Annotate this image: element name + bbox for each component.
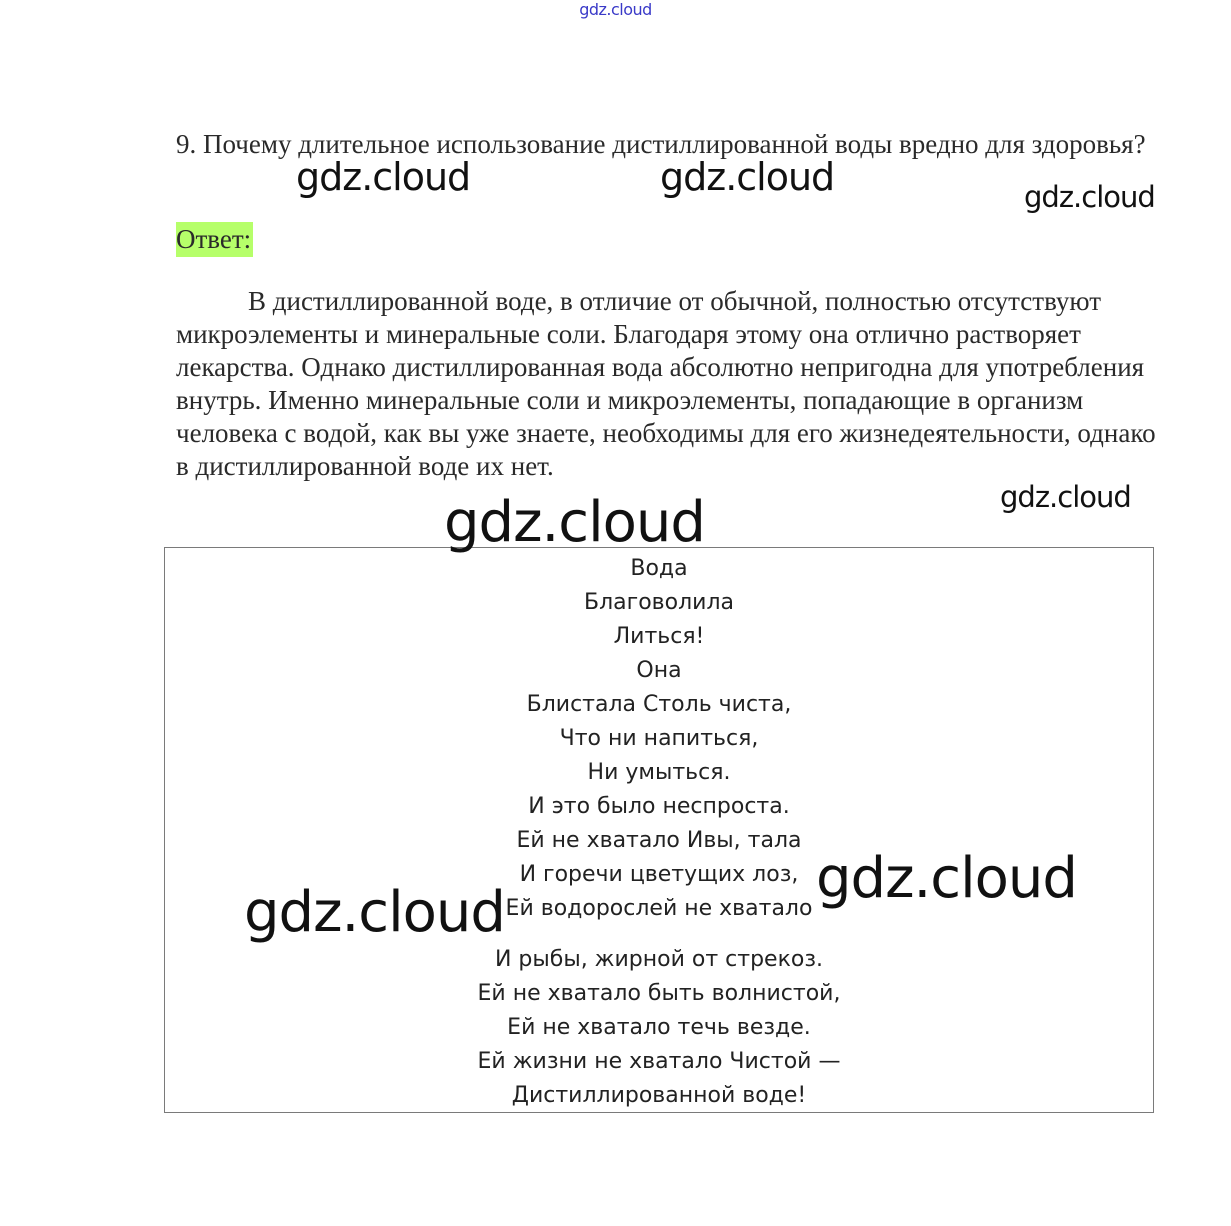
poem-line: Она [636,658,682,683]
poem-line: Блистала Столь чиста, [526,692,792,717]
watermark: gdz.cloud [244,880,505,945]
answer-label: Ответ: [176,222,253,257]
poem-line: Ей не хватало течь везде. [507,1015,811,1040]
watermark: gdz.cloud [660,155,835,199]
poem-line: Ей не хватало быть волнистой, [477,981,841,1006]
poem-line: Что ни напиться, [559,726,759,751]
poem-line: Дистиллированной воде! [511,1083,807,1108]
poem-line: Литься! [613,624,705,649]
watermark: gdz.cloud [816,846,1077,911]
watermark: gdz.cloud [444,490,705,555]
poem-line: Ей жизни не хватало Чистой — [477,1049,841,1074]
poem-line: Ни умыться. [587,760,731,785]
poem-line: И рыбы, жирной от стрекоз. [494,947,824,972]
poem-box [164,547,1154,1113]
question-text: 9. Почему длительное использование дистиллированной воды вредно для здоровья? [176,129,1146,159]
site-watermark-header: gdz.cloud [579,0,652,19]
poem-line: И горечи цветущих лоз, [519,862,799,887]
watermark: gdz.cloud [1000,480,1131,514]
answer-text: В дистиллированной воде, в отличие от обычной, полностью отсутствуют микроэлементы и минеральные соли. Благодаря этому она отлично растворяет лекарства. Однако дистиллированная вода абсолютно непригодна для употребления внутрь. Именно минеральные соли и микроэлементы, попадающие в организм человека с водой, как вы уже знаете, необходимы для его жизнедеятельности, однако в дистиллированной воде их нет. [176,286,1156,481]
watermark: gdz.cloud [1024,180,1155,214]
poem-line: Вода [630,556,688,581]
poem-line: Благоволила [584,590,734,615]
watermark: gdz.cloud [296,155,471,199]
poem-line: Ей водорослей не хватало [505,896,813,921]
poem-line: И это было неспроста. [528,794,790,819]
poem-line: Ей не хватало Ивы, тала [516,828,802,853]
